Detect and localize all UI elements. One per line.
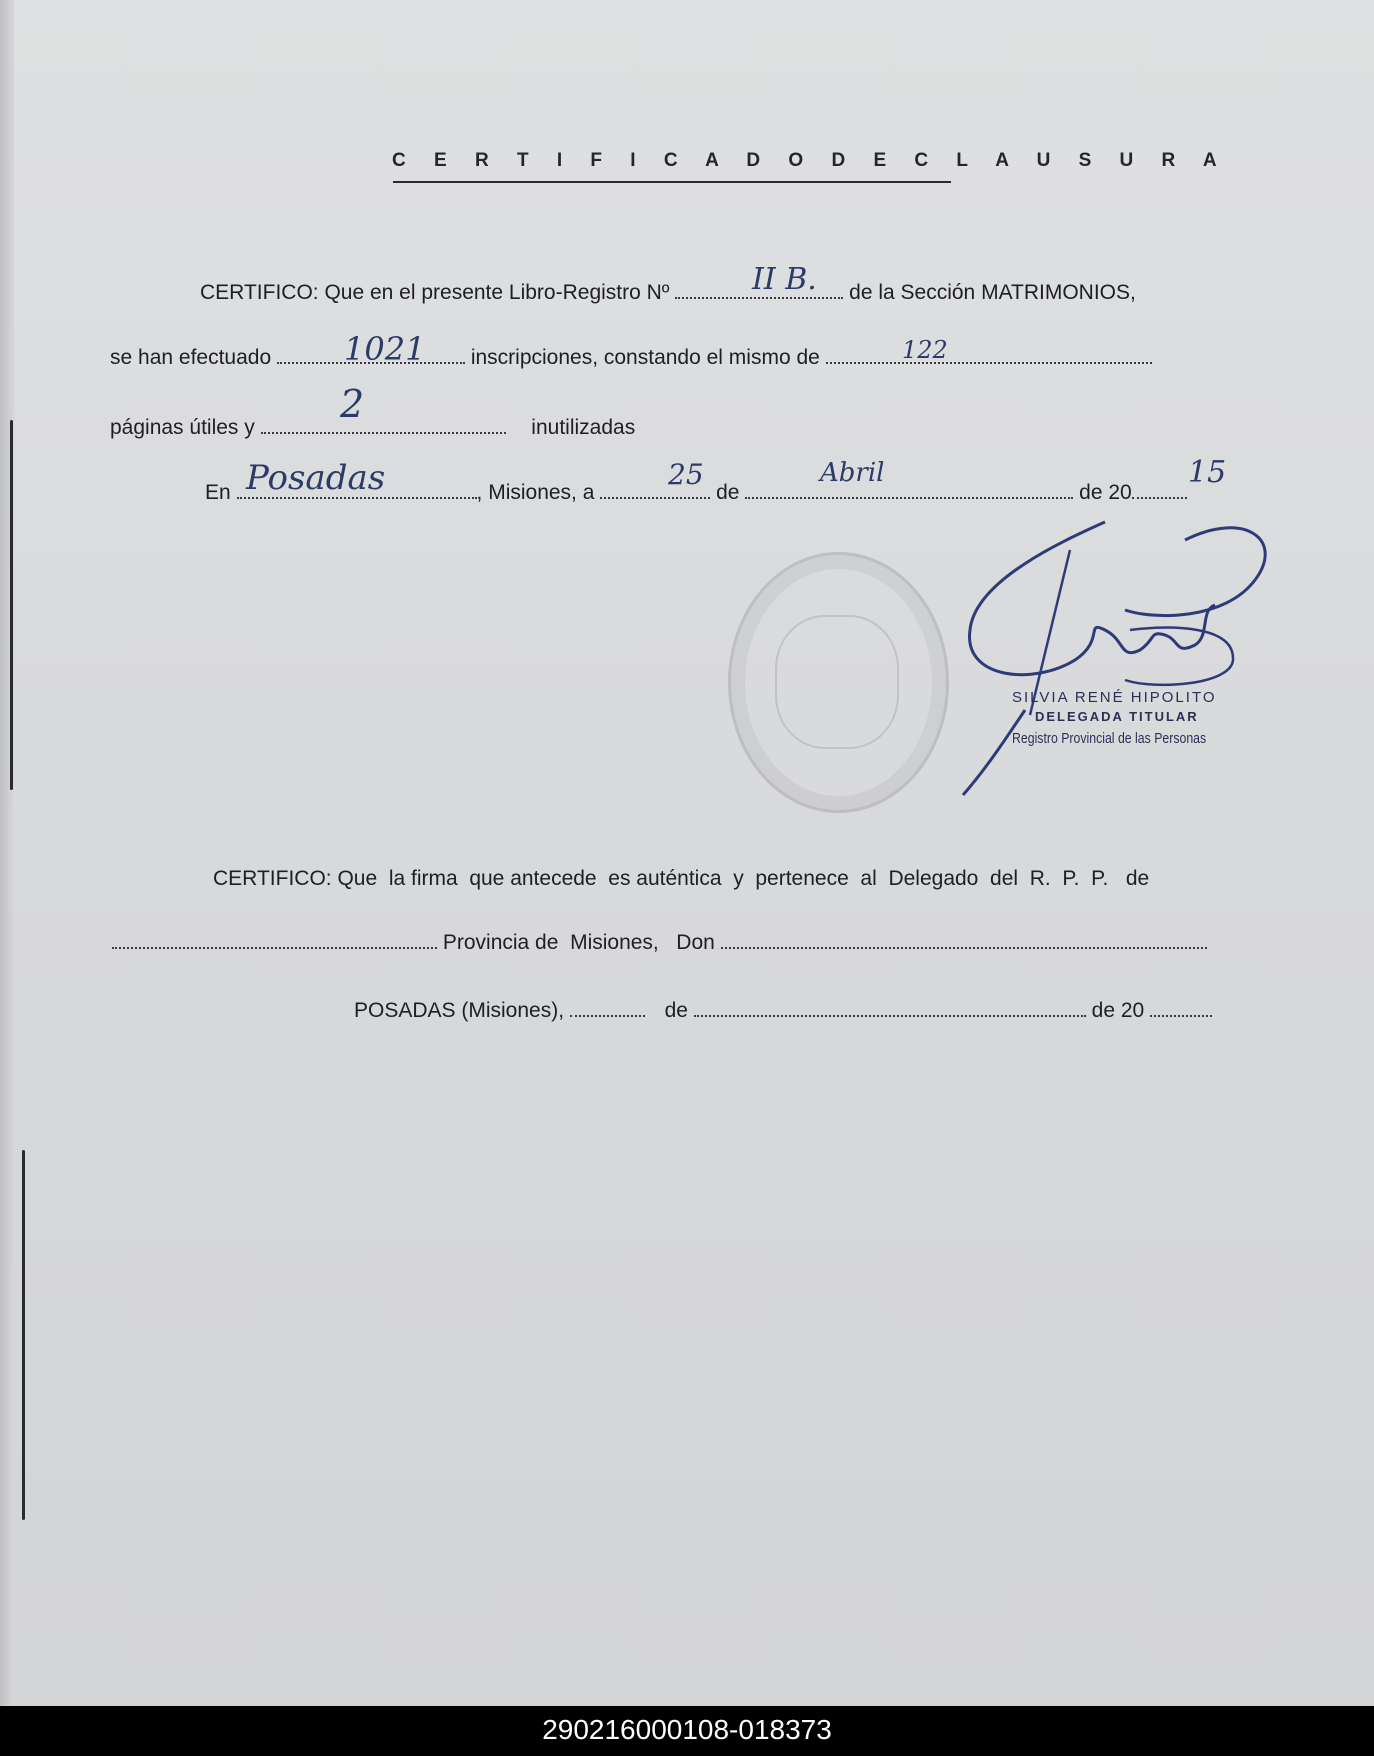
cert1-line4-en: En — [205, 481, 231, 504]
binding-mark — [22, 1150, 25, 1520]
paginas-field — [826, 345, 1152, 364]
handwritten-mes: Abril — [820, 458, 885, 488]
don-field — [721, 930, 1207, 949]
handwritten-inutilizadas: 2 — [340, 382, 365, 426]
cert1-line2-mid: inscripciones, constando el mismo de — [470, 346, 820, 369]
handwritten-lugar: Posadas — [246, 458, 386, 498]
cert1-line1 — [200, 280, 1136, 305]
cert2-line3-de: de — [664, 999, 688, 1022]
title-underline — [393, 181, 951, 183]
signature-mark — [955, 510, 1285, 800]
cert1-line4-de: de — [716, 481, 740, 504]
cert2-line3-year: de 20 — [1091, 999, 1145, 1022]
cert2-mes-field — [694, 998, 1086, 1017]
handwritten-libro-numero: II B. — [752, 262, 817, 297]
stamp-role: DELEGADA TITULAR — [1035, 709, 1199, 724]
cert1-line3-end: inutilizadas — [531, 416, 636, 439]
handwritten-inscripciones: 1021 — [344, 330, 426, 368]
handwritten-dia: 25 — [668, 458, 704, 491]
cert1-line1-start: CERTIFICO: Que en el presente Libro-Registro Nº — [200, 281, 670, 304]
delegacion-field — [112, 930, 437, 949]
cert1-line2 — [110, 345, 1152, 370]
cert1-line4-misiones: , Misiones, a — [476, 481, 595, 504]
cert2-line2-mid: Provincia de Misiones, Don — [442, 931, 715, 954]
stamp-name: SILVIA RENÉ HIPOLITO — [1012, 689, 1217, 706]
cert2-line3 — [354, 998, 1212, 1023]
cert2-anio-field — [1150, 998, 1212, 1017]
cert1-line3-start: páginas útiles y — [110, 416, 255, 439]
handwritten-anio: 15 — [1188, 455, 1227, 490]
handwritten-paginas-utiles: 122 — [902, 336, 948, 364]
official-seal — [728, 552, 949, 813]
cert2-dia-field — [570, 998, 645, 1017]
inutilizadas-field — [261, 415, 506, 434]
document-title: C E R T I F I C A D O D E C L A U S U R A — [392, 150, 1229, 171]
seal-emblem — [775, 615, 899, 749]
anio-field — [1132, 480, 1187, 499]
cert2-line3-start: POSADAS (Misiones), — [354, 999, 565, 1022]
document-id-footer: 290216000108-018373 — [0, 1706, 1374, 1756]
mes-field — [745, 480, 1073, 499]
cert2-line1: CERTIFICO: Que la firma que antecede es auténtica y pertenece al Delegado del R. P. P. de — [213, 867, 1150, 890]
cert1-line2-start: se han efectuado — [110, 346, 272, 369]
cert1-line3 — [110, 415, 635, 440]
cert1-line1-end: de la Sección MATRIMONIOS, — [849, 281, 1136, 304]
page-edge-shadow — [0, 0, 14, 1706]
binding-mark — [10, 420, 13, 790]
cert1-line4-year: de 20 — [1079, 481, 1132, 504]
cert2-line2 — [112, 930, 1207, 955]
stamp-office: Registro Provincial de las Personas — [1012, 730, 1207, 747]
